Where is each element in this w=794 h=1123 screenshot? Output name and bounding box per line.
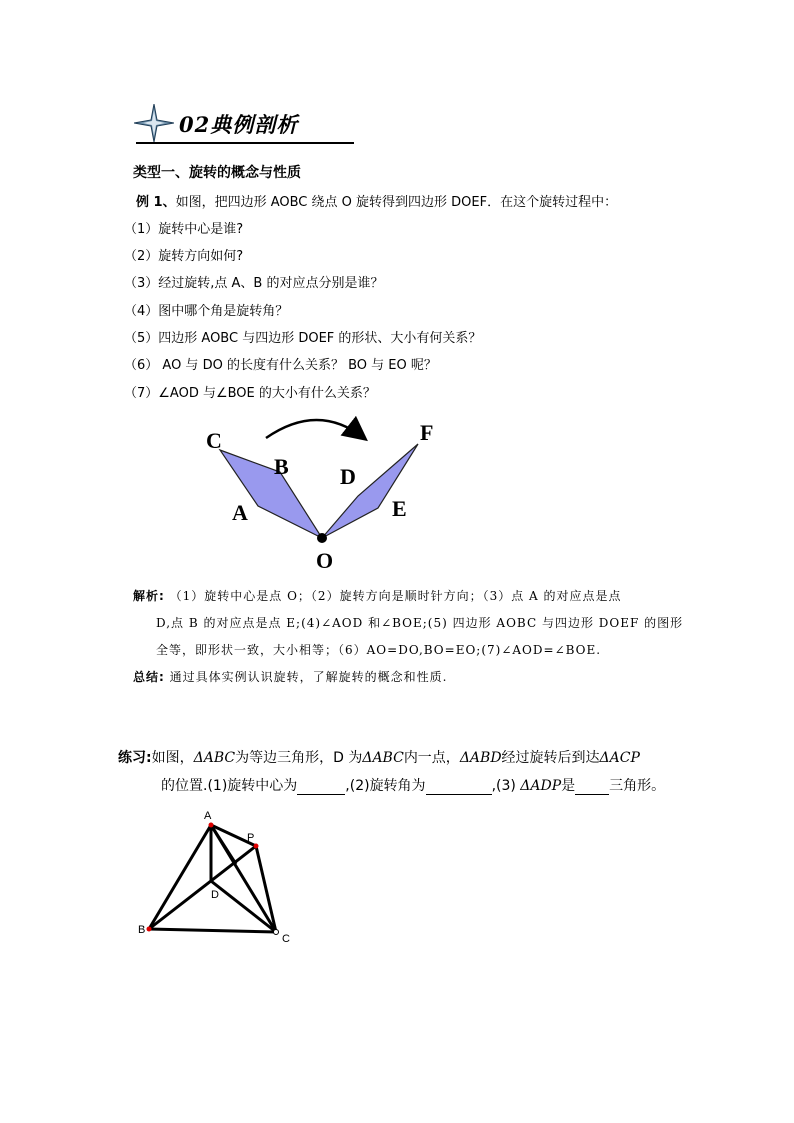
label-b: B (274, 454, 289, 479)
question-2: （2）旋转方向如何? (124, 249, 244, 264)
question-7: （7）∠AOD 与∠BOE 的大小有什么关系？ (124, 386, 376, 401)
label-d: D (340, 464, 356, 489)
summary-line: 总结: 通过具体实例认识旋转，了解旋转的概念和性质. (133, 670, 448, 684)
rotation-angle-blank[interactable] (426, 780, 492, 795)
question-3: （3）经过旋转,点 A、B 的对应点分别是谁？ (124, 276, 384, 291)
question-5: （5）四边形 AOBC 与四边形 DOEF 的形状、大小有何关系？ (124, 331, 482, 346)
compass-star-icon (134, 104, 174, 142)
type-title: 类型一、旋转的概念与性质 (133, 165, 301, 181)
analysis-line-3: 全等，即形状一致，大小相等；（6）AO=DO,BO=EO;(7)∠AOD=∠BOE. (156, 643, 602, 657)
rotation-figure (198, 412, 448, 572)
question-4: （4）图中哪个角是旋转角？ (124, 304, 289, 319)
label-o: O (316, 548, 334, 572)
question-1: （1）旋转中心是谁? (124, 222, 244, 237)
section-title: 02典例剖析 (179, 112, 299, 137)
triangle-type-blank[interactable] (575, 780, 609, 795)
label-a: A (232, 500, 248, 525)
label-p: P (247, 832, 255, 844)
label-a2: A (204, 810, 212, 822)
header-rule (136, 142, 354, 144)
example-label: 例 1、 (136, 195, 176, 210)
label-b2: B (138, 924, 146, 936)
summary-label: 总结: (133, 670, 165, 684)
analysis-line-2: D,点 B 的对应点是点 E;(4)∠AOD 和∠BOE;(5) 四边形 AOBC 与四边形 DOEF 的图形 (156, 616, 684, 630)
practice-label: 练习: (118, 750, 152, 766)
triangle-figure (136, 808, 296, 948)
rotation-arrow (266, 420, 364, 438)
label-d2: D (211, 889, 219, 901)
label-e: E (392, 496, 407, 521)
label-c2: C (282, 933, 290, 945)
analysis-line-1: 解析: （1）旋转中心是点 O；（2）旋转方向是顺时针方向；（3）点 A 的对应点是点 (133, 589, 622, 603)
label-c: C (206, 428, 222, 453)
analysis-label: 解析: (133, 589, 165, 603)
question-6: （6） AO 与 DO 的长度有什么关系？ BO 与 EO 呢？ (124, 358, 437, 373)
practice-line-2: 的位置.(1)旋转中心为 ,(2)旋转角为 ,(3) ΔADP是 三角形。 (161, 778, 666, 794)
label-f: F (420, 420, 434, 445)
rotation-center-blank[interactable] (297, 780, 345, 795)
practice-line-1: 练习:如图，ΔABC为等边三角形，D 为ΔABC内一点，ΔABD经过旋转后到达ΔACP (118, 750, 640, 766)
example-stem: 例 1、如图，把四边形 AOBC 绕点 O 旋转得到四边形 DOEF．在这个旋转过程中： (136, 195, 618, 210)
quadrilateral-doef (322, 444, 418, 538)
center-point-o (317, 533, 327, 543)
